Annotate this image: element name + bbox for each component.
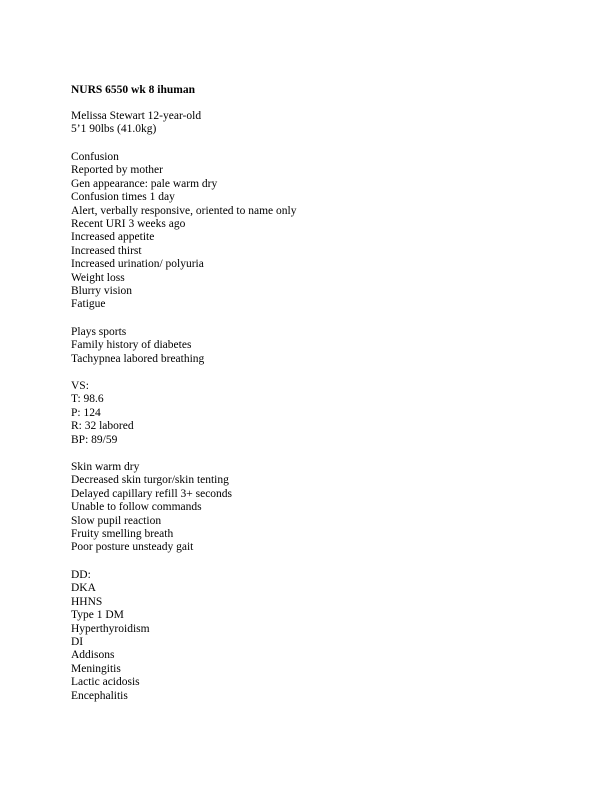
symptoms-block — [71, 151, 296, 312]
exam-findings-block — [71, 461, 232, 555]
vital-signs-block — [71, 380, 134, 447]
symptom-line: Gen appearance: pale warm dry — [71, 177, 218, 190]
dd-heading: DD: — [71, 569, 91, 581]
symptom-line: Increased thirst — [71, 244, 142, 257]
symptom-line: Increased appetite — [71, 231, 155, 244]
exam-line: Poor posture unsteady gait — [71, 541, 194, 554]
title-block — [71, 84, 195, 97]
dd-item: Meningitis — [71, 662, 121, 675]
symptom-line: Confusion times 1 day — [71, 191, 175, 204]
history-block — [71, 326, 204, 366]
patient-info-block — [71, 110, 201, 137]
dd-item: Type 1 DM — [71, 609, 124, 622]
vitals-heading: VS: — [71, 380, 89, 392]
symptom-line: Recent URI 3 weeks ago — [71, 218, 186, 231]
dd-item: HHNS — [71, 595, 103, 608]
symptom-line: Reported by mother — [71, 164, 163, 177]
patient-name-age: Melissa Stewart 12-year-old — [71, 110, 202, 122]
dd-item: Encephalitis — [71, 689, 128, 702]
vital-temperature: T: 98.6 — [71, 393, 104, 406]
exam-line: Skin warm dry — [71, 461, 140, 473]
symptom-line: Blurry vision — [71, 285, 133, 298]
vital-respiration: R: 32 labored — [71, 420, 134, 433]
symptom-line: Weight loss — [71, 271, 125, 284]
symptom-line: Fatigue — [71, 298, 106, 311]
history-line: Tachypnea labored breathing — [71, 352, 205, 365]
dd-item: Addisons — [71, 649, 115, 662]
vital-blood-pressure: BP: 89/59 — [71, 433, 118, 446]
document-title: NURS 6550 wk 8 ihuman — [71, 84, 195, 96]
vital-pulse: P: 124 — [71, 406, 101, 419]
symptom-line: Increased urination/ polyuria — [71, 258, 204, 271]
dd-item: Lactic acidosis — [71, 676, 140, 689]
dd-item: Hyperthyroidism — [71, 622, 150, 635]
patient-height-weight: 5’1 90lbs (41.0kg) — [71, 123, 157, 136]
exam-line: Slow pupil reaction — [71, 514, 162, 527]
exam-line: Unable to follow commands — [71, 501, 202, 514]
dd-item: DI — [71, 636, 84, 649]
dd-item: DKA — [71, 582, 96, 595]
symptom-line: Alert, verbally responsive, oriented to name only — [71, 204, 297, 217]
exam-line: Delayed capillary refill 3+ seconds — [71, 487, 233, 500]
symptom-line: Confusion — [71, 151, 119, 163]
history-line: Plays sports — [71, 326, 127, 338]
history-line: Family history of diabetes — [71, 339, 192, 352]
exam-line: Decreased skin turgor/skin tenting — [71, 474, 229, 487]
exam-line: Fruity smelling breath — [71, 528, 174, 541]
differential-diagnosis-block — [71, 569, 150, 703]
